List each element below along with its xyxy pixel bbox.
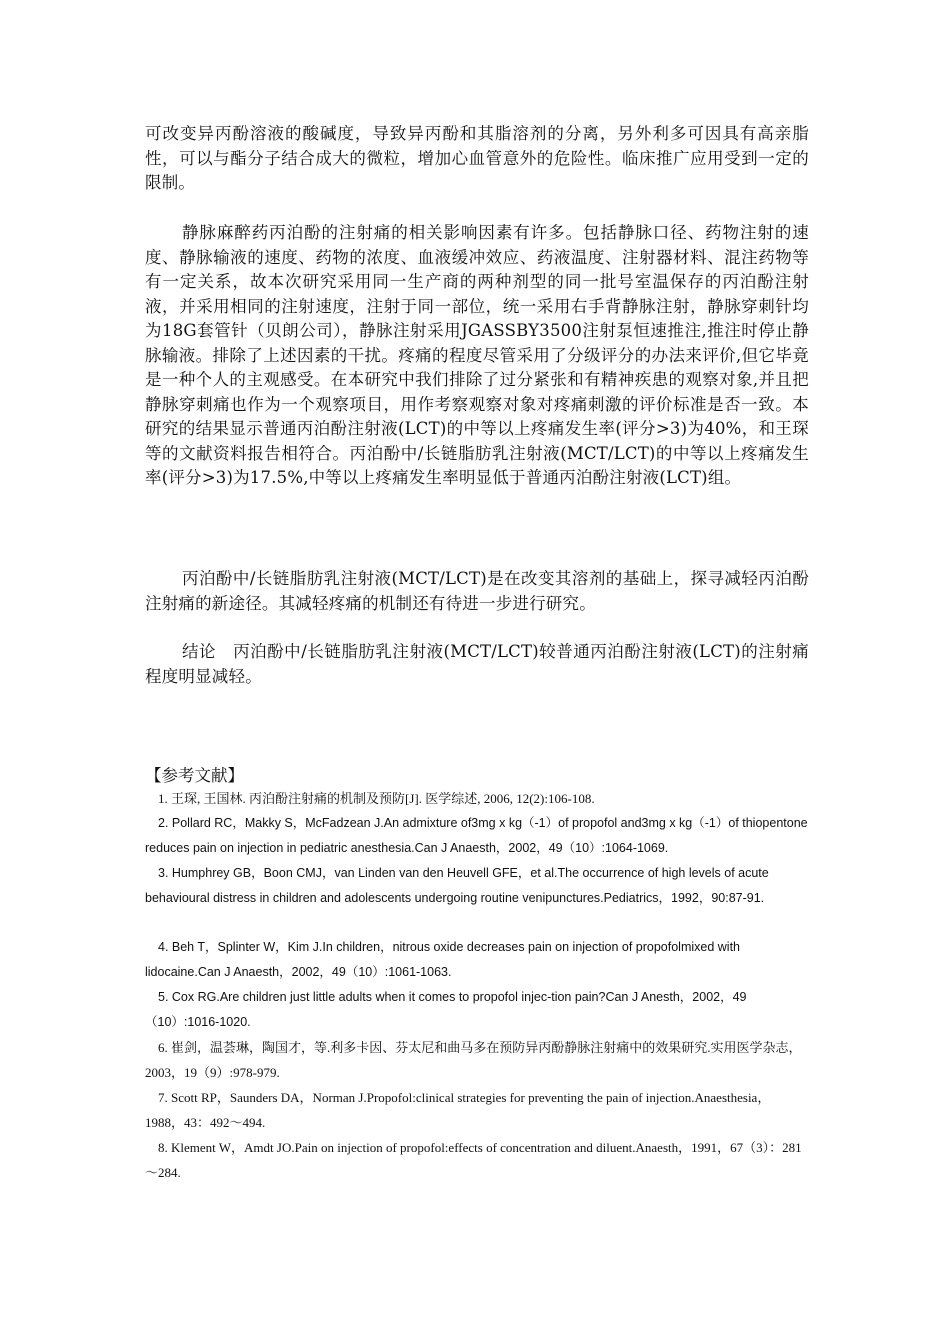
reference-item: 2. Pollard RC，Makky S，McFadzean J.An admixture of3mg x kg（-1）of propofol and3mg x kg（-1）of thiopentone reduces pain on injection in pediatric anesthesia.Can J Anaesth，2002，49（10）:1064-1069. <box>145 816 808 855</box>
reference-item: 3. Humphrey GB，Boon CMJ，van Linden van den Heuvell GFE，et al.The occurrence of high levels of acute behavioural distress in children and adolescents undergoing routine venipunctures.Pediatrics，1992，90:87-91. <box>145 866 769 905</box>
reference-item: 8. Klement W，Amdt JO.Pain on injection of propofol:effects of concentration and diluent.Anaesth，1991，67（3）：281～284. <box>145 1140 802 1180</box>
paragraph-conclusion: 结论 丙泊酚中/长链脂肪乳注射液(MCT/LCT)较普通丙泊酚注射液(LCT)的注射痛程度明显减轻。 <box>145 642 809 686</box>
reference-item: 4. Beh T，Splinter W，Kim J.In children，nitrous oxide decreases pain on injection of propofolmixed with lidocaine.Can J Anaesth，2002，49（10）:1061-1063. <box>145 940 740 979</box>
reference-item: 1. 王琛, 王国林. 丙泊酚注射痛的机制及预防[J]. 医学综述, 2006, 12(2):106-108. <box>158 791 595 806</box>
reference-item: 7. Scott RP，Saunders DA，Norman J.Propofol:clinical strategies for preventing the pain of injection.Anaesthesia，1988，43：492～494. <box>145 1090 771 1130</box>
paragraph-3: 丙泊酚中/长链脂肪乳注射液(MCT/LCT)是在改变其溶剂的基础上，探寻减轻丙泊酚注射痛的新途径。其减轻疼痛的机制还有待进一步进行研究。 <box>145 569 809 613</box>
paragraph-1: 可改变异丙酚溶液的酸碱度，导致异丙酚和其脂溶剂的分离，另外利多可因具有高亲脂性，可以与酯分子结合成大的微粒，增加心血管意外的危险性。临床推广应用受到一定的限制。 <box>145 124 809 192</box>
reference-item: 6. 崔剑，温荟琳，陶国才，等.利多卡因、芬太尼和曲马多在预防异丙酚静脉注射痛中的效果研究.实用医学杂志，2003，19（9）:978-979. <box>145 1040 802 1080</box>
paragraph-2: 静脉麻醉药丙泊酚的注射痛的相关影响因素有许多。包括静脉口径、药物注射的速度、静脉输液的速度、药物的浓度、血液缓冲效应、药液温度、注射器材料、混注药物等有一定关系，故本次研究采用同一生产商的两种剂型的同一批号室温保存的丙泊酚注射液，并采用相同的注射速度，注射于同一部位，统一采用右手背静脉注射，静脉穿刺针均为18G套管针（贝朗公司），静脉注射采用JGASSBY3500注射泵恒速推注,推注时停止静脉输液。排除了上述因素的干扰。疼痛的程度尽管采用了分级评分的办法来评价,但它毕竟是一种个人的主观感受。在本研究中我们排除了过分紧张和有精神疾患的观察对象,并且把静脉穿刺痛也作为一个观察项目，用作考察观察对象对疼痛刺激的评价标准是否一致。本研究的结果显示普通丙泊酚注射液(LCT)的中等以上疼痛发生率(评分>3)为40%，和王琛等的文献资料报告相符合。丙泊酚中/长链脂肪乳注射液(MCT/LCT)的中等以上疼痛发生率(评分>3)为17.5%,中等以上疼痛发生率明显低于普通丙泊酚注射液(LCT)组。 <box>145 223 809 487</box>
references-heading: 【参考文献】 <box>145 766 244 785</box>
reference-item: 5. Cox RG.Are children just little adults when it comes to propofol injec-tion pain?Can J Anesth，2002，49（10）:1016-1020. <box>145 990 747 1029</box>
